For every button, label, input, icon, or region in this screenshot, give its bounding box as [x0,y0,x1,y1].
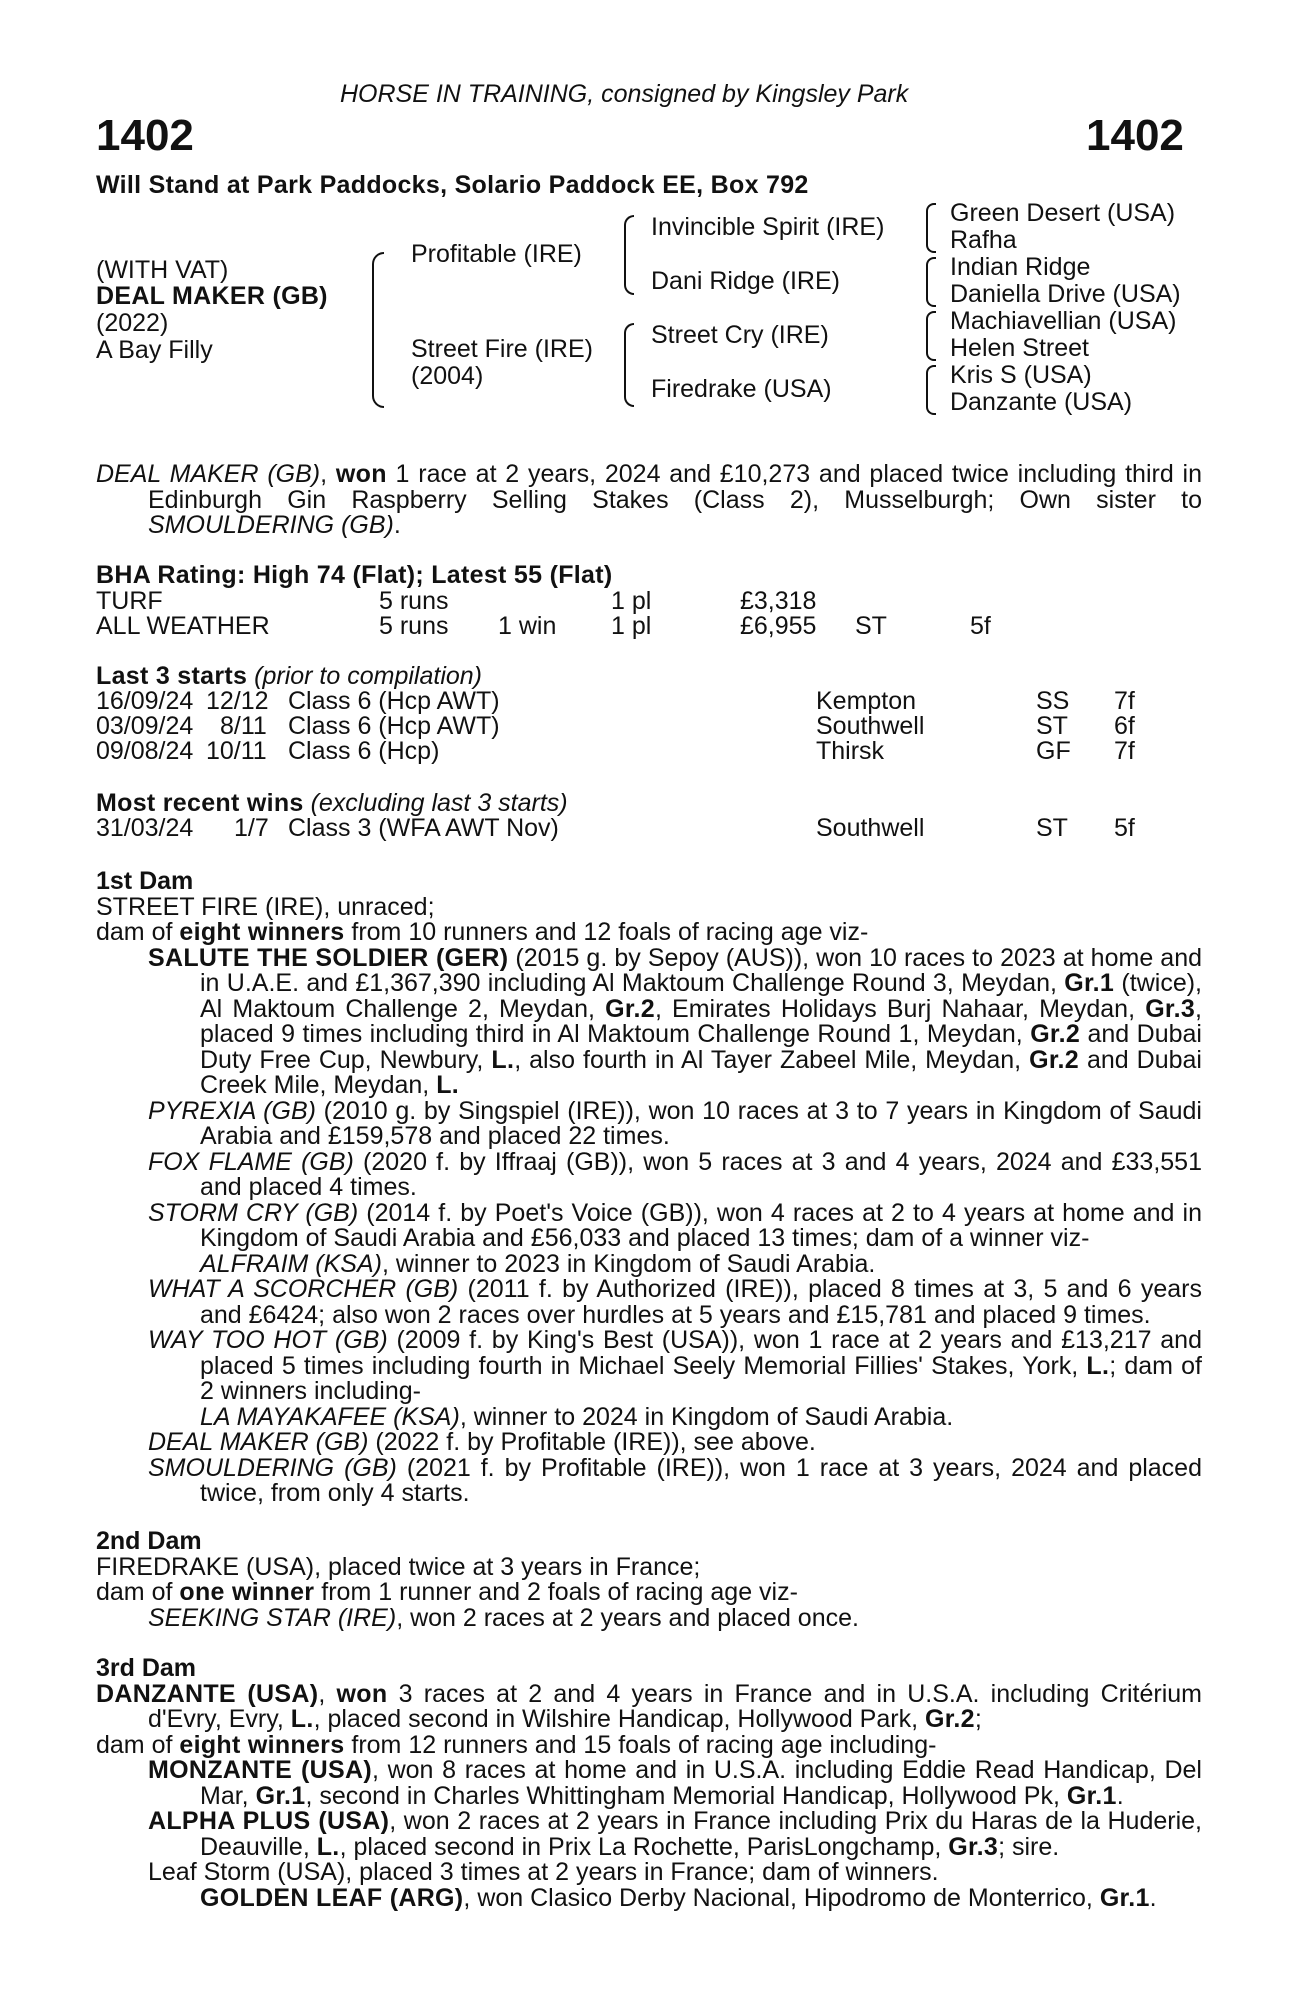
rating-surface: TURF [96,587,163,615]
start-course: Southwell [816,712,925,740]
ancestor-g2: Rafha [950,226,1017,254]
summary-text: 1 race at 2 years, 2024 and £10,273 and placed twice including third in Edinburgh Gin Raspberry Selling Stakes (Class 2), Musselburgh; Own sister to [148,460,1202,514]
progeny-entry [148,1198,1202,1252]
listed-label: L. [1086,1351,1110,1380]
grade-label: Gr.1 [1064,969,1115,997]
progeny-text: (2009 f. by King's Best (USA)), won 1 race at 2 years and £13,217 and placed 5 times including fourth in Michael Seely Memorial Fillies' Stakes, York, [200,1326,1202,1380]
grade-label: Gr.2 [924,1705,975,1733]
start-going: SS [1036,687,1070,715]
dam-year: (2004) [411,362,484,390]
produce-winners: one winner [179,1578,315,1606]
progeny-name: LA MAYAKAFEE (KSA) [200,1402,460,1431]
listed-label: L. [316,1832,340,1861]
win-distance: 5f [1114,814,1135,842]
dam-text: 3 races at 2 and 4 years in France and in U.S.A. including Critérium d'Evry, Evry, [148,1679,1202,1733]
progeny-text: and Dubai Creek Mile, Meydan, [200,1045,1202,1099]
win-course: Southwell [816,814,925,842]
grade-label: Gr.2 [1029,1045,1079,1074]
sire-sire: Invincible Spirit (IRE) [651,213,885,241]
last-starts-heading [96,664,482,690]
produce-suffix: from 1 runner and 2 foals of racing age viz- [314,1578,798,1606]
ancestor-g7: Kris S (USA) [950,361,1092,389]
summary-sep: , [320,460,336,488]
ancestor-g8: Danzante (USA) [950,388,1133,416]
last-starts-note: (prior to compilation) [247,662,483,690]
grade-label: Gr.1 [1066,1781,1117,1810]
produce-prefix: dam of [96,918,180,946]
progeny-name: PYREXIA (GB) [148,1096,316,1125]
dam-name: DANZANTE (USA) [96,1679,319,1708]
grade-label: Gr.1 [255,1781,306,1810]
dam-sire: Street Cry (IRE) [651,321,829,349]
progeny-text: (2010 g. by Singspiel (IRE)), won 10 races at 3 to 7 years in Kingdom of Saudi Arabia and £159,578 and placed 22 times. [200,1096,1202,1150]
pedigree-brace-dam [624,323,634,407]
third-dam-section [96,1656,1202,1911]
progeny-name: MONZANTE (USA) [148,1756,372,1784]
second-dam-section [96,1529,1202,1631]
start-date: 09/08/24 [96,737,194,765]
rating-placed: 1 pl [611,612,652,640]
progeny-name: FOX FLAME (GB) [148,1147,354,1176]
progeny-name: ALFRAIM (KSA) [200,1249,382,1278]
dam-text: , placed second in Wilshire Handicap, Hollywood Park, [313,1705,925,1733]
progeny-text: (2011 f. by Authorized (IRE)), placed 8 times at 3, 5 and 6 years and £6424; also won 2 races over hurdles at 5 years and £15,781 and placed 9 times. [200,1275,1202,1329]
rating-dist: 5f [970,612,991,640]
pedigree-brace-g3 [926,311,936,361]
pedigree-brace-g1 [926,203,936,253]
rating-prize: £3,318 [740,587,817,615]
progeny-text: (2014 f. by Poet's Voice (GB)), won 4 races at 2 to 4 years at home and in Kingdom of Saudi Arabia and £56,033 and placed 13 times; dam of a winner viz- [200,1198,1202,1252]
start-distance: 7f [1114,737,1135,765]
stabling-location: Will Stand at Park Paddocks, Solario Paddock EE, Box 792 [96,171,809,199]
rating-runs: 5 runs [379,612,449,640]
produce-suffix: from 10 runners and 12 foals of racing age viz- [344,918,869,946]
ancestor-g1: Green Desert (USA) [950,199,1176,227]
progeny-text: ; dam of 2 winners including- [200,1351,1202,1405]
first-dam-produce [96,920,1202,946]
listed-label: L. [436,1071,460,1099]
race-summary [96,462,1202,539]
third-dam-line [96,1679,1202,1733]
horse-name: DEAL MAKER (GB) [96,282,328,310]
progeny-text: , placed 9 times including third in Al Maktoum Challenge Round 1, Meydan, [200,994,1202,1048]
horse-description: A Bay Filly [96,336,213,364]
start-course: Kempton [816,687,917,715]
progeny-text: , won 2 races at 2 years and placed once. [396,1603,859,1632]
progeny-name: STORM CRY (GB) [148,1198,359,1227]
win-position: 1/7 [234,814,269,842]
progeny-text: Leaf Storm (USA), placed 3 times at 2 years in France; dam of winners. [148,1858,939,1886]
recent-wins-title: Most recent wins [96,789,304,817]
rating-placed: 1 pl [611,587,652,615]
rating-prize: £6,955 [740,612,817,640]
listed-label: L. [290,1705,314,1733]
progeny-name: SALUTE THE SOLDIER (GER) [148,943,509,972]
consignment-subtitle: HORSE IN TRAINING, consigned by Kingsley Park [340,80,909,108]
horse-year: (2022) [96,309,169,337]
second-dam-title: 2nd Dam [96,1527,202,1555]
progeny-entry [148,1328,1202,1405]
start-date: 16/09/24 [96,687,194,715]
progeny-name: GOLDEN LEAF (ARG) [200,1883,464,1912]
progeny-text: , winner to 2024 in Kingdom of Saudi Arabia. [459,1402,954,1431]
win-race: Class 3 (WFA AWT Nov) [288,814,559,842]
ancestor-g5: Machiavellian (USA) [950,307,1177,335]
grade-label: Gr.2 [605,994,655,1023]
summary-horse-name: DEAL MAKER (GB) [96,460,321,488]
progeny-name: SMOULDERING (GB) [148,1453,397,1482]
listed-label: L. [491,1045,515,1074]
summary-end: . [393,511,401,539]
ancestor-g6: Helen Street [950,334,1089,362]
first-dam-section [96,869,1202,1507]
progeny-name: ALPHA PLUS (USA) [148,1807,390,1835]
progeny-entry [148,1453,1202,1507]
first-dam-line: STREET FIRE (IRE), unraced; [96,892,435,921]
progeny-text: , also fourth in Al Tayer Zabeel Mile, Meydan, [514,1045,1030,1074]
dam-sep: , [318,1679,337,1708]
start-position: 8/11 [220,712,267,740]
dam-text: ; [974,1705,982,1733]
recent-wins-heading [96,791,568,817]
grade-label: Gr.3 [1145,994,1196,1023]
progeny-text: , placed second in Prix La Rochette, ParisLongchamp, [339,1832,949,1861]
progeny-entry [148,1758,1202,1809]
start-course: Thirsk [816,737,885,765]
second-dam-produce [96,1580,1202,1606]
start-race: Class 6 (Hcp) [288,737,440,765]
progeny-text: and Dubai Duty Free Cup, Newbury, [200,1020,1202,1074]
progeny-name: SEEKING STAR (IRE) [148,1603,397,1632]
produce-prefix: dam of [96,1578,180,1606]
progeny-entry [148,1147,1202,1201]
ancestor-g4: Daniella Drive (USA) [950,280,1181,308]
summary-won: won [335,460,387,488]
grade-label: Gr.1 [1099,1883,1150,1912]
progeny-text: (2021 f. by Profitable (IRE)), won 1 race at 3 years, 2024 and placed twice, from only 4 starts. [200,1453,1202,1507]
progeny-text: (2020 f. by Iffraaj (GB)), won 5 races at 3 and 4 years, 2024 and £33,551 and placed 4 times. [200,1147,1202,1201]
pedigree-brace-g2 [926,257,936,307]
rating-surface: ALL WEATHER [96,612,270,640]
win-going: ST [1036,814,1068,842]
grandprogeny-entry [200,1249,1202,1278]
sire-name: Profitable (IRE) [411,240,582,268]
third-dam-title: 3rd Dam [96,1654,197,1682]
progeny-text: ; sire. [998,1832,1060,1861]
progeny-text: , winner to 2023 in Kingdom of Saudi Arabia. [381,1249,876,1278]
third-dam-produce [96,1730,1202,1759]
dam-dam: Firedrake (USA) [651,375,832,403]
second-dam-line: FIREDRAKE (USA), placed twice at 3 years in France; [96,1552,701,1581]
rating-wins: 1 win [498,612,557,640]
progeny-text: (2022 f. by Profitable (IRE)), see above. [368,1428,816,1456]
progeny-entry [148,1277,1202,1328]
start-position: 12/12 [206,687,269,715]
progeny-entry [148,1096,1202,1150]
produce-suffix: from 12 runners and 15 foals of racing age including- [344,1730,937,1759]
progeny-text: . [1149,1883,1157,1912]
last-starts-title: Last 3 starts [96,662,248,690]
progeny-text: (twice), Al Maktoum Challenge 2, Meydan, [200,969,1202,1023]
grade-label: Gr.2 [1030,1020,1081,1048]
grade-label: Gr.3 [948,1832,999,1861]
progeny-text: , won 2 races at 2 years in France including Prix du Haras de la Huderie, Deauville, [200,1807,1202,1861]
progeny-entry [148,1809,1202,1860]
progeny-name: DEAL MAKER (GB) [148,1428,369,1456]
produce-prefix: dam of [96,1730,180,1759]
progeny-entry [148,1430,1202,1456]
progeny-text: , Emirates Holidays Burj Nahaar, Meydan, [654,994,1146,1023]
progeny-text: , second in Charles Whittingham Memorial Handicap, Hollywood Pk, [305,1781,1067,1810]
summary-sister: SMOULDERING (GB) [148,511,394,539]
grandprogeny-entry [200,1402,1202,1431]
progeny-entry [148,943,1202,1099]
win-date: 31/03/24 [96,814,194,842]
first-dam-title: 1st Dam [96,867,194,895]
progeny-name: WHAT A SCORCHER (GB) [148,1275,459,1303]
progeny-text: , won Clasico Derby Nacional, Hipodromo de Monterrico, [463,1883,1100,1912]
start-race: Class 6 (Hcp AWT) [288,687,500,715]
progeny-entry [148,1603,1202,1632]
rating-going: ST [855,612,887,640]
vat-note: (WITH VAT) [96,256,229,284]
sire-dam: Dani Ridge (IRE) [651,267,840,295]
start-position: 10/11 [206,737,267,765]
pedigree-brace-main [372,252,384,408]
recent-wins-note: (excluding last 3 starts) [303,789,568,817]
dam-name: Street Fire (IRE) [411,335,593,363]
grandprogeny-entry [200,1883,1202,1912]
lot-number-right: 1402 [1086,111,1184,160]
start-going: GF [1036,737,1071,765]
start-going: ST [1036,712,1068,740]
progeny-text: (2015 g. by Sepoy (AUS)), won 10 races to 2023 at home and in U.A.E. and £1,367,390 including Al Maktoum Challenge Round 3, Meydan, [200,943,1202,997]
start-distance: 6f [1114,712,1135,740]
dam-won: won [336,1679,388,1708]
progeny-entry [148,1860,1202,1886]
pedigree-brace-sire [624,215,634,295]
pedigree-brace-g4 [926,365,936,415]
rating-runs: 5 runs [379,587,449,615]
lot-number-left: 1402 [96,111,194,160]
ancestor-g3: Indian Ridge [950,253,1091,281]
start-distance: 7f [1114,687,1135,715]
bha-rating-title: BHA Rating: High 74 (Flat); Latest 55 (Flat) [96,561,613,589]
produce-winners: eight winners [179,918,345,946]
progeny-text: , won 8 races at home and in U.S.A. including Eddie Read Handicap, Del Mar, [200,1756,1202,1810]
produce-winners: eight winners [179,1730,345,1759]
progeny-name: WAY TOO HOT (GB) [148,1326,388,1354]
start-date: 03/09/24 [96,712,194,740]
start-race: Class 6 (Hcp AWT) [288,712,500,740]
progeny-text: . [1116,1781,1124,1810]
